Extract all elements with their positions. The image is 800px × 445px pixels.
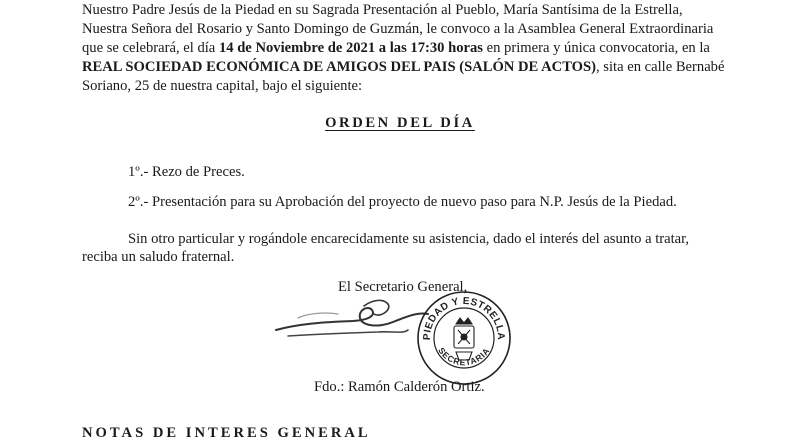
agenda-item-1: 1º.- Rezo de Preces. <box>128 164 245 180</box>
letter-line-5: Soriano, 25 de nuestra capital, bajo el siguiente: <box>82 78 363 94</box>
letter-line-4 <box>82 58 724 76</box>
agenda-title: ORDEN DEL DÍA <box>325 115 475 131</box>
letter-line-3-post: en primera y única convocatoria, en la <box>482 40 710 56</box>
signer-name: Fdo.: Ramón Calderón Ortiz. <box>314 379 485 395</box>
meeting-datetime: 14 de Noviembre de 2021 a las 17:30 horas <box>218 40 483 56</box>
secretaria-seal <box>416 290 512 386</box>
closing-line-2: reciba un saludo fraternal. <box>82 249 235 265</box>
letter-line-2: Nuestra Señora del Rosario y Santo Domingo de Guzmán, le convoco a la Asamblea General Extraordinaria <box>82 21 714 37</box>
letter-line-4-post: , sita en calle Bernabé <box>596 59 725 75</box>
meeting-venue: REAL SOCIEDAD ECONÓMICA DE AMIGOS DEL PAIS (SALÓN DE ACTOS) <box>82 59 596 75</box>
letter-line-3-pre: que se celebrará, el día <box>82 40 219 56</box>
closing-line-1: Sin otro particular y rogándole encarecidamente su asistencia, dado el interés del asunto a tratar, <box>128 231 690 247</box>
letter-line-1: Nuestro Padre Jesús de la Piedad en su Sagrada Presentación al Pueblo, María Santísima de la Estrella, <box>82 2 683 18</box>
svg-text:SECRETARIA: SECRETARIA <box>436 345 492 368</box>
agenda-item-2: 2º.- Presentación para su Aprobación del proyecto de nuevo paso para N.P. Jesús de la Piedad. <box>128 194 677 210</box>
signer-title: El Secretario General, <box>338 279 468 295</box>
notes-heading: NOTAS DE INTERES GENERAL <box>82 425 371 441</box>
letter-line-3 <box>82 39 710 57</box>
svg-text:PIEDAD Y ESTRELLA: PIEDAD Y ESTRELLA <box>421 295 507 341</box>
